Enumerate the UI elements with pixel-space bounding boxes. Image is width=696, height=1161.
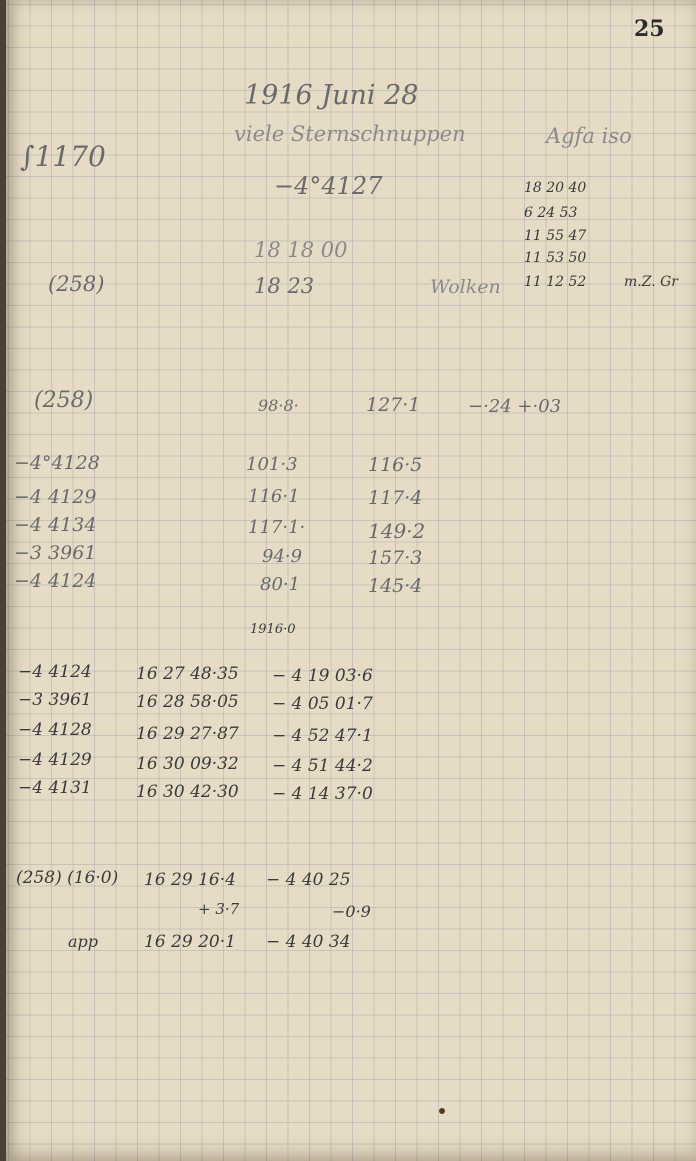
measure-row-a: 117·1· [248,517,306,538]
measure-row-a: 101·3 [246,454,298,475]
page-number: 25 [634,16,665,42]
correction-dec: −0·9 [332,902,371,921]
position-star: −4 4128 [18,720,92,740]
time-entry: 11 55 47 [524,228,587,244]
result-ra: 16 29 16·4 [144,870,236,890]
time-entry: 18 20 40 [524,180,587,196]
position-dec: − 4 05 01·7 [272,694,373,714]
wolken-note: Wolken [430,276,501,298]
measure-row-b: 117·4 [368,487,423,509]
measure-row-a: 116·1 [248,486,300,507]
time-entry: 11 12 52 [524,274,587,290]
entry-note: viele Sternschnuppen [234,122,466,146]
position-star: −3 3961 [18,690,92,710]
correction-ra: + 3·7 [198,900,240,918]
position-ra: 16 27 48·35 [136,664,239,684]
position-ra: 16 30 09·32 [136,754,239,774]
time-entry: 6 24 53 [524,205,578,221]
measure-row-b: 157·3 [368,547,423,569]
ink-spot [439,1108,445,1114]
position-ra: 16 28 58·05 [136,692,239,712]
measure-row-b: 145·4 [368,575,423,597]
measure-row-b: 116·5 [368,454,423,476]
measure-row-label: −4 4134 [14,514,97,536]
measure-row-a: 94·9 [262,546,303,567]
measure-ref-label: (258) [34,388,94,413]
position-star: −4 4131 [18,778,92,798]
apparent-label: app [68,932,99,951]
entry-note-right: Agfa iso [546,124,632,148]
measure-row-a: 80·1 [260,574,301,595]
position-dec: − 4 19 03·6 [272,666,373,686]
time-zone-note: m.Z. Gr [624,274,678,290]
time-2: 18 23 [254,274,315,298]
time-1: 18 18 00 [254,238,348,262]
measure-row-label: −4 4124 [14,570,97,592]
measure-row-label: −4 4129 [14,486,97,508]
position-dec: − 4 51 44·2 [272,756,373,776]
result-dec: − 4 40 25 [266,870,351,890]
position-ra: 16 29 27·87 [136,724,239,744]
epoch-label: 1916·0 [250,622,296,637]
star-designation: −4°4127 [274,172,383,200]
star-ref-label: (258) [48,272,105,296]
entry-date: 1916 Juni 28 [244,80,419,111]
measure-a: 98·8· [258,396,299,415]
object-number: ∫1170 [20,140,106,173]
apparent-ra: 16 29 20·1 [144,932,236,952]
notebook-page [6,0,696,1161]
measure-b: 127·1 [366,394,421,416]
apparent-dec: − 4 40 34 [266,932,351,952]
position-dec: − 4 52 47·1 [272,726,373,746]
position-star: −4 4124 [18,662,92,682]
position-star: −4 4129 [18,750,92,770]
measure-c: −·24 +·03 [468,396,562,417]
result-label: (258) (16·0) [16,868,119,888]
time-entry: 11 53 50 [524,250,587,266]
measure-row-label: −4°4128 [14,452,100,474]
measure-row-label: −3 3961 [14,542,97,564]
measure-row-b: 149·2 [368,519,426,543]
position-ra: 16 30 42·30 [136,782,239,802]
position-dec: − 4 14 37·0 [272,784,373,804]
